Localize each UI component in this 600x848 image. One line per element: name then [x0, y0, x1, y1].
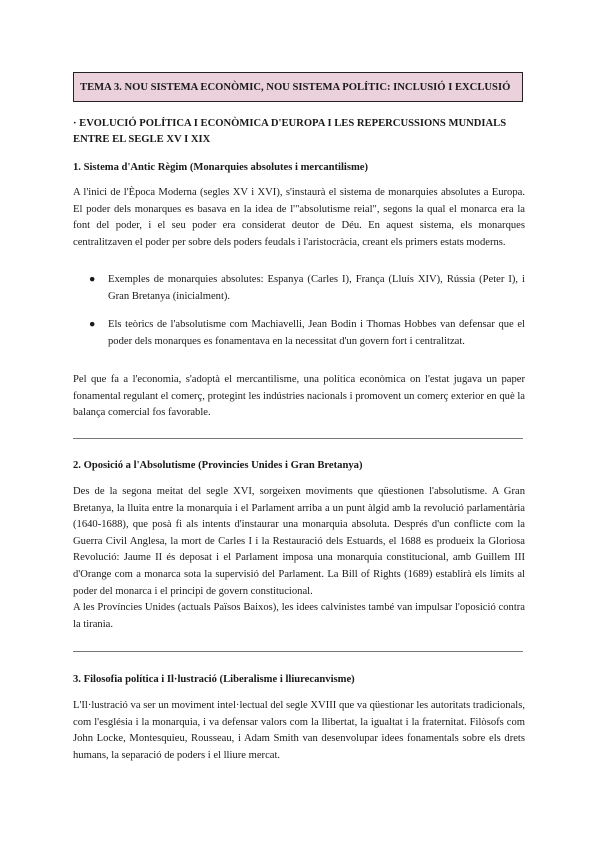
paragraph-1-2: Pel que fa a l'economia, s'adoptà el mercantilisme, una política econòmica on l'estat jugava un paper fonamental regulant el comerç, protegint les indústries nacionals i promovent un comerç exterior en què la balança comercial fos favorable.	[73, 374, 525, 419]
subheading-1: 1. Sistema d'Antic Règim (Monarquies absolutes i mercantilisme)	[73, 162, 369, 173]
divider	[73, 438, 523, 439]
divider	[73, 651, 523, 652]
paragraph-1-1: A l'inici de l'Època Moderna (segles XV i XVI), s'instaurà el sistema de monarquies absolutes a Europa. El poder dels monarques es basava en la idea de l'"absolutisme reial", segons la qual el monarca era la font del poder, i el seu poder era considerat deutor de Déu. En aquest sistema, els monarques centralitzaven el poder per sobre dels poders feudals i l'aristocràcia, creant els primers estats moderns.	[73, 187, 525, 248]
paragraph-2-2: A les Províncies Unides (actuals Països Baixos), les idees calvinistes també van impulsar l'oposició contra la tirania.	[73, 602, 525, 630]
bullet-icon: ●	[89, 274, 96, 285]
paragraph-2-1: Des de la segona meitat del segle XVI, sorgeixen moviments que qüestionen l'absolutisme. A Gran Bretanya, la lluita entre la monarquia i el Parlament arriba a un punt àlgid amb la revolució parlamentària (1640-1688), que posà fi als intents d'instaurar una monarquia absoluta. Després d'un conflicte com la Guerra Civil Anglesa, la mort de Carles I i la Restauració dels Estuards, el 1688 es produeix la Gloriosa Revolució: Jaume II és deposat i el Parlament imposa una monarquia constitucional, amb Guillem III d'Orange com a monarca sota la supervisió del Parlament. La Bill of Rights (1689) establirà els límits al poder del monarca i el principi de govern constitucional.	[73, 486, 525, 597]
subheading-2: 2. Oposició a l'Absolutisme (Provincies Unides i Gran Bretanya)	[73, 460, 363, 471]
bullet-text-2: Els teòrics de l'absolutisme com Machiavelli, Jean Bodin i Thomas Hobbes van defensar que el poder dels monarques es fonamentava en la necessitat d'un govern fort i centralitzat.	[108, 319, 525, 347]
bullet-icon: ●	[89, 319, 96, 330]
paragraph-3-1: L'Il·lustració va ser un moviment intel·lectual del segle XVIII que va qüestionar les autoritats tradicionals, com l'església i la monarquia, i va defensar valors com la llibertat, la igualtat i la fraternitat. Filòsofs com John Locke, Montesquieu, Rousseau, i Adam Smith van desenvolupar idees fonamentals sobre els drets humans, la separació de poders i el lliure mercat.	[73, 700, 525, 761]
section-heading: · EVOLUCIÓ POLÍTICA I ECONÒMICA D'EUROPA I LES REPERCUSSIONS MUNDIALS ENTRE EL SEGLE XV I XIX	[73, 118, 507, 145]
page-title: TEMA 3. NOU SISTEMA ECONÒMIC, NOU SISTEMA POLÍTIC: INCLUSIÓ I EXCLUSIÓ	[73, 72, 523, 102]
bullet-text-1: Exemples de monarquies absolutes: Espanya (Carles I), França (Lluís XIV), Rússia (Peter I), i Gran Bretanya (inicialment).	[108, 274, 525, 302]
subheading-3: 3. Filosofia política i Il·lustració (Liberalisme i lliurecanvisme)	[73, 674, 355, 685]
